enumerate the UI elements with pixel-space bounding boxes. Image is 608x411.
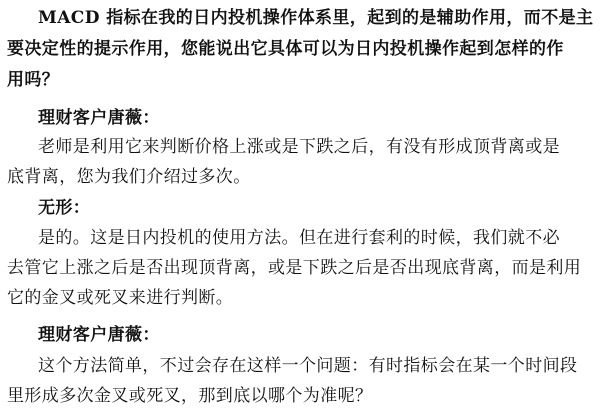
tangwei-line-1: 老师是利用它来判断价格上涨或是下跌之后，有没有形成顶背离或是 — [38, 137, 560, 157]
speaker-tangwei-2: 理财客户唐薇： — [38, 325, 160, 345]
speaker-tangwei-1: 理财客户唐薇： — [38, 108, 160, 128]
speaker-wuxing: 无形： — [38, 198, 91, 218]
question-line-2: 要决定性的提示作用，您能说出它具体可以为日内投机操作起到怎样的作 — [7, 39, 564, 59]
tangwei-line-2: 底背离，您为我们介绍过多次。 — [7, 167, 251, 187]
tangwei2-line-1: 这个方法简单，不过会存在这样一个问题：有时指标会在某一个时间段 — [38, 356, 578, 376]
question-line-3: 用吗？ — [7, 70, 60, 90]
question-line-1: MACD 指标在我的日内投机操作体系里，起到的是辅助作用，而不是主 — [38, 8, 594, 28]
wuxing-line-1: 是的。这是日内投机的使用方法。但在进行套利的时候，我们就不必 — [38, 228, 560, 248]
wuxing-line-2: 去管它上涨之后是否出现顶背离，或是下跌之后是否出现底背离，而是利用 — [7, 258, 582, 278]
tangwei2-line-2: 里形成多次金叉或死叉，那到底以哪个为准呢？ — [7, 386, 373, 406]
wuxing-line-3: 它的金叉或死叉来进行判断。 — [7, 288, 234, 308]
